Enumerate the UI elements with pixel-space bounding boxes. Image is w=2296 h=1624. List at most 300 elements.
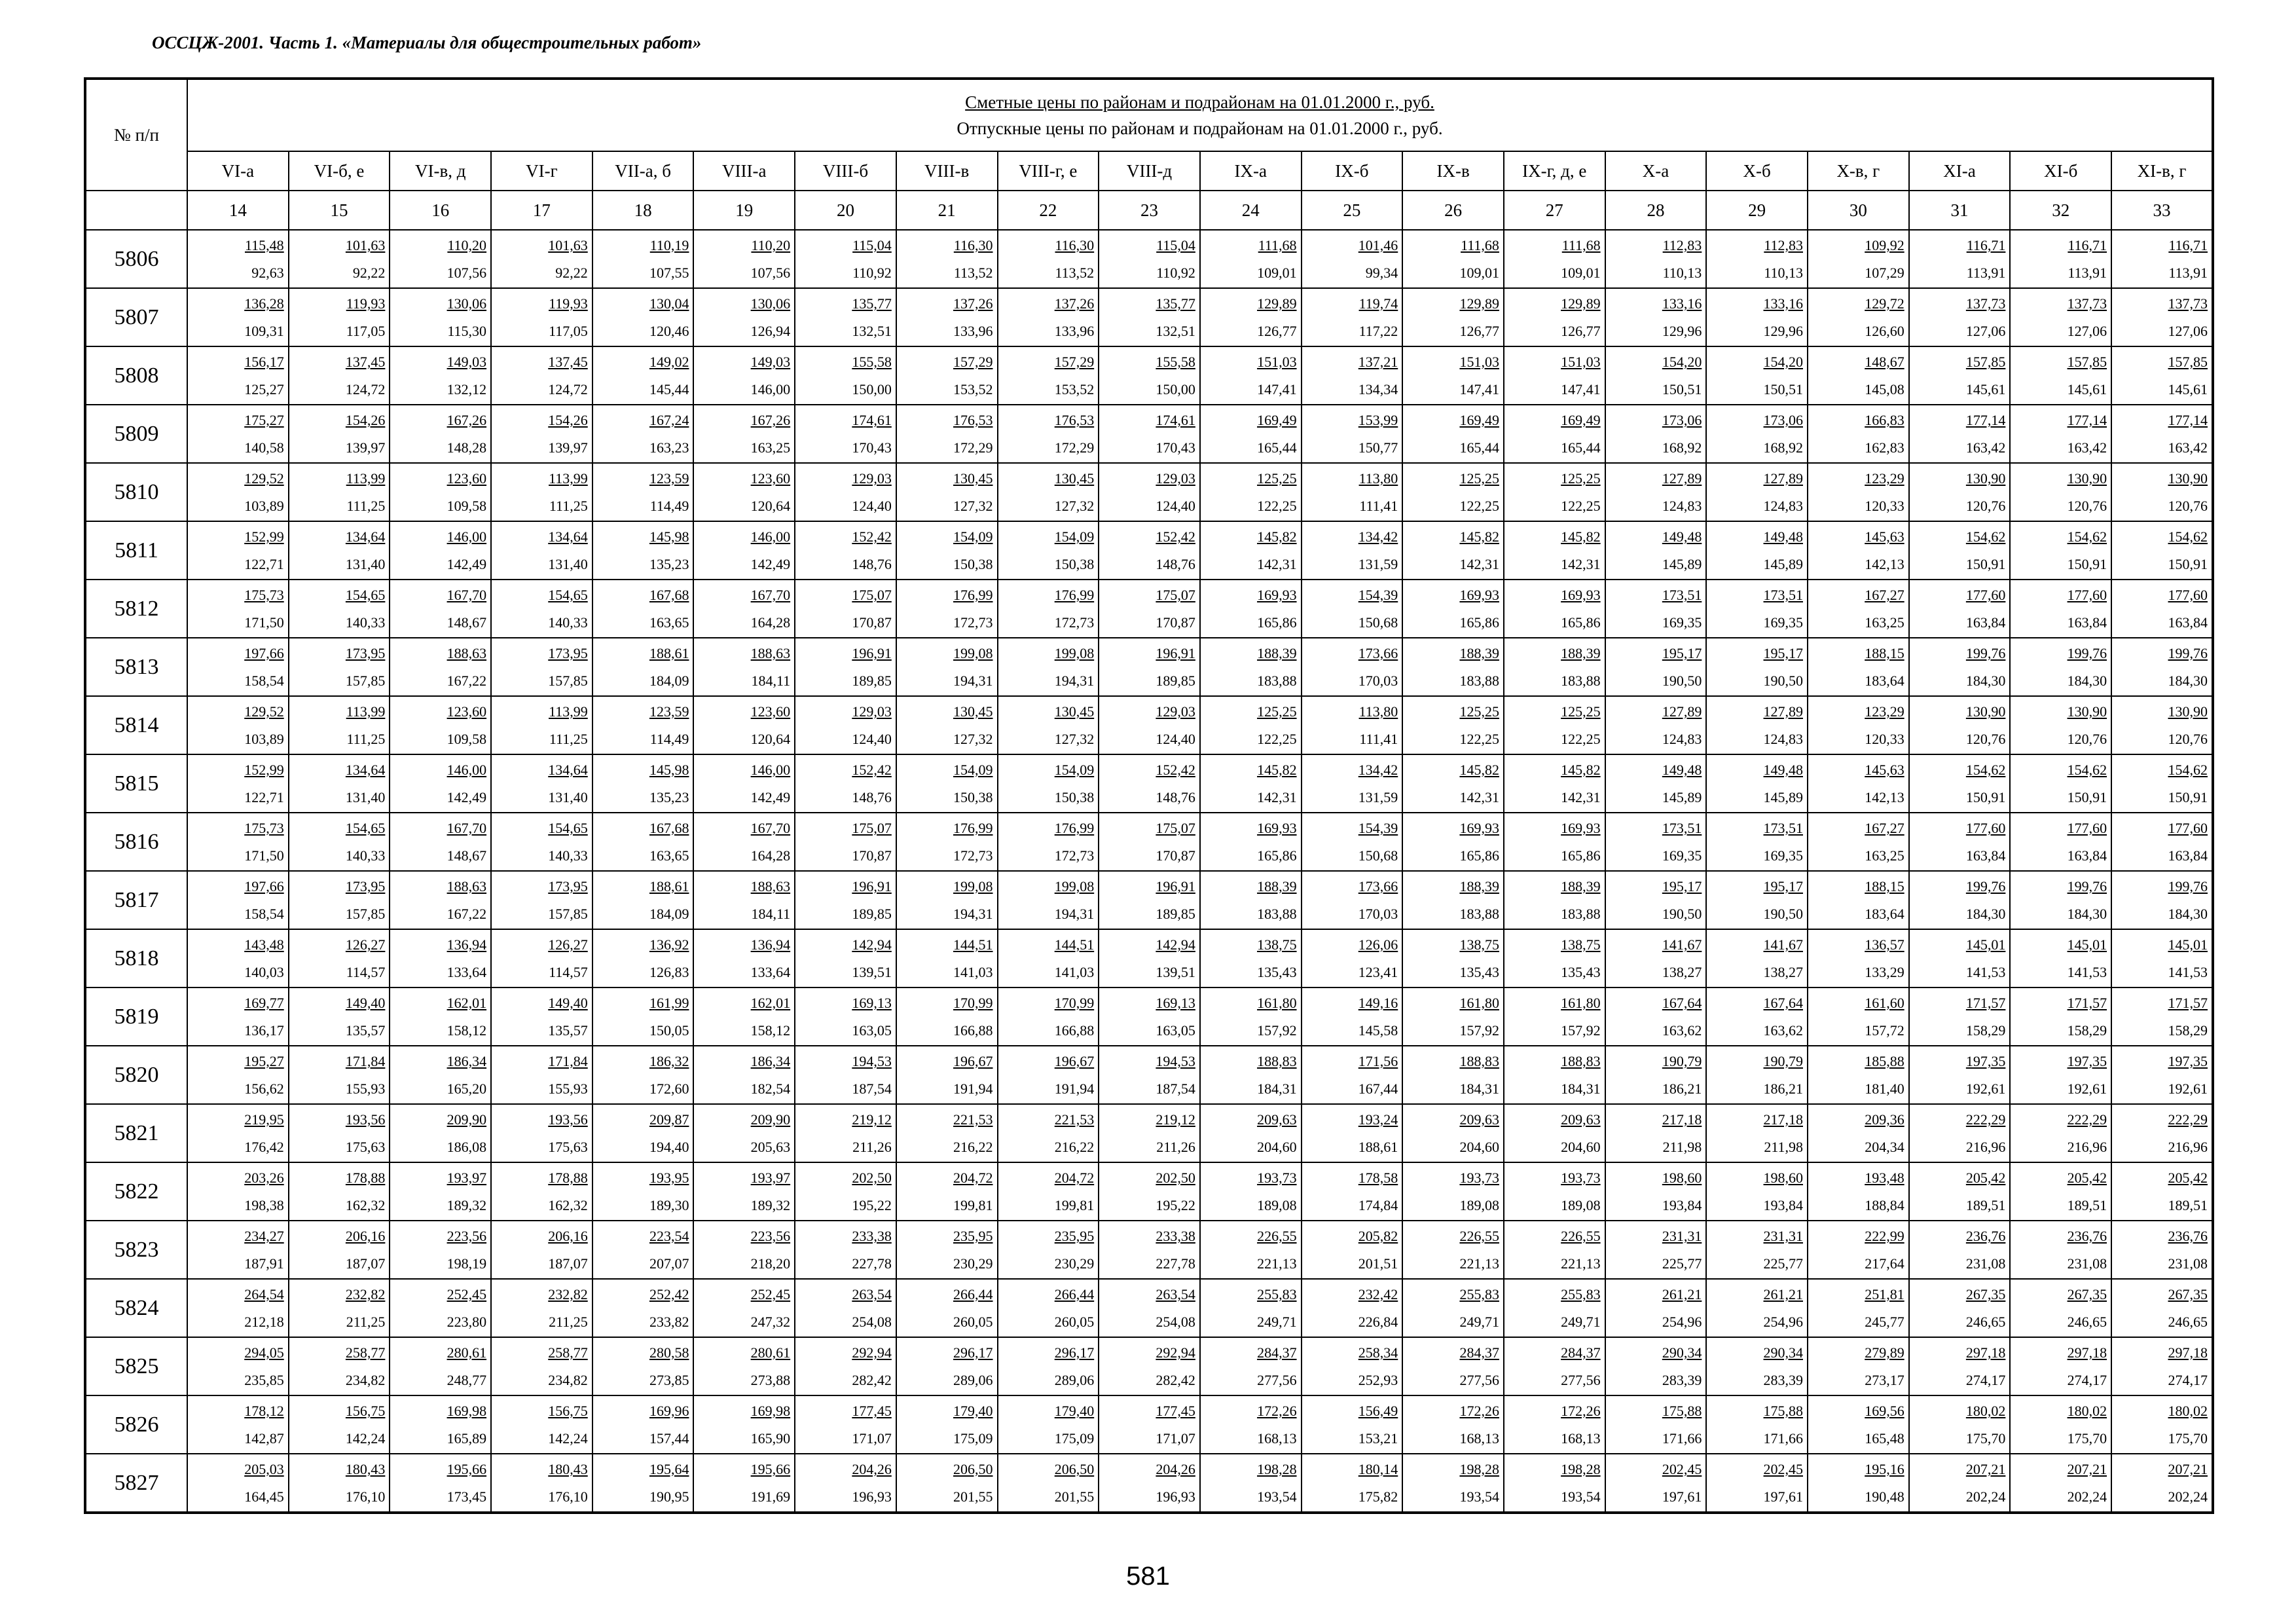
estimated-price: 199,08	[1054, 878, 1095, 895]
price-cell	[1706, 929, 1808, 987]
price-cell	[592, 987, 694, 1046]
release-price: 176,10	[345, 1488, 386, 1505]
row-number: 5818	[85, 929, 187, 987]
estimated-price: 188,63	[446, 645, 487, 661]
release-price: 184,30	[2067, 906, 2107, 922]
estimated-price: 149,40	[548, 995, 588, 1011]
price-cell	[187, 521, 289, 580]
price-cell	[1200, 813, 1302, 871]
estimated-price: 154,09	[953, 528, 993, 545]
estimated-price: 116,71	[1966, 237, 2006, 253]
release-price: 221,13	[1459, 1255, 1499, 1272]
price-cell	[491, 638, 592, 696]
release-price: 114,49	[649, 498, 689, 514]
price-cell	[1200, 230, 1302, 288]
price-cell	[592, 288, 694, 346]
estimated-price: 197,66	[244, 878, 284, 895]
release-price: 163,23	[649, 439, 689, 456]
price-cell	[1706, 1046, 1808, 1104]
price-cell	[2111, 1279, 2213, 1337]
release-price: 197,61	[1763, 1488, 1803, 1505]
estimated-price: 188,15	[1865, 878, 1904, 895]
price-cell	[1504, 405, 1605, 463]
region-header: VIII-г, е	[998, 151, 1099, 191]
price-cell	[1200, 346, 1302, 405]
estimated-price: 198,60	[1662, 1170, 1702, 1186]
release-price: 173,45	[446, 1488, 487, 1505]
price-cell	[998, 696, 1099, 754]
price-cell	[896, 1162, 998, 1221]
column-header-number: № п/п	[85, 79, 187, 191]
estimated-price: 206,16	[548, 1228, 588, 1244]
price-cell	[592, 405, 694, 463]
estimated-price: 113,80	[1358, 470, 1398, 487]
estimated-price: 125,25	[1561, 470, 1601, 487]
price-cell	[896, 521, 998, 580]
price-cell	[390, 521, 491, 580]
estimated-price: 167,24	[649, 412, 689, 428]
price-cell	[592, 871, 694, 929]
release-price: 157,85	[345, 906, 386, 922]
price-cell	[1099, 580, 1200, 638]
release-price: 186,21	[1662, 1080, 1702, 1097]
estimated-price: 205,42	[1965, 1170, 2006, 1186]
release-price: 145,61	[2067, 381, 2107, 397]
release-price: 221,13	[1561, 1255, 1601, 1272]
region-header: XI-б	[2010, 151, 2111, 191]
price-cell	[390, 929, 491, 987]
estimated-price: 145,01	[1965, 936, 2006, 953]
release-price: 166,88	[953, 1022, 993, 1039]
price-cell	[1605, 580, 1707, 638]
price-cell	[592, 754, 694, 813]
price-cell	[491, 1104, 592, 1162]
price-cell	[693, 405, 795, 463]
price-cell	[795, 638, 896, 696]
estimated-price: 169,49	[1561, 412, 1601, 428]
price-cell	[592, 1454, 694, 1513]
estimated-price: 175,73	[244, 587, 284, 603]
release-price: 120,33	[1865, 731, 1904, 747]
estimated-price: 290,34	[1763, 1344, 1803, 1361]
price-cell	[998, 346, 1099, 405]
estimated-price: 231,31	[1763, 1228, 1803, 1244]
price-cell	[1402, 580, 1504, 638]
estimated-price: 233,38	[852, 1228, 892, 1244]
row-number: 5821	[85, 1104, 187, 1162]
table-row	[85, 230, 2213, 288]
release-price: 155,93	[548, 1080, 588, 1097]
price-cell	[491, 754, 592, 813]
estimated-price: 264,54	[244, 1286, 284, 1302]
estimated-price: 115,48	[245, 237, 284, 253]
release-price: 142,49	[750, 556, 791, 572]
release-price: 191,69	[750, 1488, 791, 1505]
release-price: 131,40	[548, 789, 588, 805]
price-cell	[187, 405, 289, 463]
estimated-price: 154,20	[1763, 354, 1803, 370]
release-price: 283,39	[1763, 1372, 1803, 1388]
estimated-price: 129,89	[1459, 295, 1499, 312]
estimated-price: 125,25	[1257, 470, 1297, 487]
estimated-price: 204,72	[1054, 1170, 1095, 1186]
release-price: 142,31	[1561, 556, 1601, 572]
estimated-price: 149,16	[1358, 995, 1398, 1011]
estimated-price: 136,92	[649, 936, 689, 953]
estimated-price: 188,83	[1561, 1053, 1601, 1069]
estimated-price: 252,42	[649, 1286, 689, 1302]
price-cell	[1200, 638, 1302, 696]
estimated-price: 202,50	[1156, 1170, 1195, 1186]
price-cell	[1808, 230, 1909, 288]
row-number: 5813	[85, 638, 187, 696]
estimated-price: 175,73	[244, 820, 284, 836]
estimated-price: 188,15	[1865, 645, 1904, 661]
release-price: 204,34	[1865, 1139, 1904, 1155]
release-price: 140,33	[548, 614, 588, 631]
estimated-price: 261,21	[1662, 1286, 1702, 1302]
price-cell	[1808, 1337, 1909, 1395]
estimated-price: 145,63	[1865, 762, 1904, 778]
estimated-price: 176,99	[953, 820, 993, 836]
release-price: 184,11	[751, 673, 791, 689]
release-price: 171,07	[852, 1430, 892, 1447]
estimated-price: 154,26	[345, 412, 386, 428]
release-price: 183,88	[1561, 906, 1601, 922]
price-cell	[795, 696, 896, 754]
estimated-price: 101,63	[345, 237, 386, 253]
table-row	[85, 1454, 2213, 1513]
price-cell	[1504, 987, 1605, 1046]
estimated-price: 133,16	[1662, 295, 1702, 312]
release-price: 147,41	[1561, 381, 1601, 397]
release-price: 186,21	[1763, 1080, 1803, 1097]
estimated-price: 176,99	[1054, 820, 1095, 836]
price-cell	[390, 405, 491, 463]
release-price: 274,17	[1965, 1372, 2006, 1388]
estimated-price: 167,70	[446, 587, 487, 603]
release-price: 169,35	[1763, 847, 1803, 864]
estimated-price: 234,27	[244, 1228, 284, 1244]
estimated-price: 143,48	[244, 936, 284, 953]
release-price: 142,24	[345, 1430, 386, 1447]
release-price: 162,32	[548, 1197, 588, 1213]
estimated-price: 284,37	[1561, 1344, 1601, 1361]
row-number: 5822	[85, 1162, 187, 1221]
release-price: 110,13	[1662, 265, 1702, 281]
price-cell	[1402, 288, 1504, 346]
release-price: 192,61	[1965, 1080, 2006, 1097]
estimated-price: 173,51	[1662, 587, 1702, 603]
estimated-price: 173,66	[1358, 878, 1398, 895]
estimated-price: 136,28	[244, 295, 284, 312]
price-cell	[2111, 1454, 2213, 1513]
release-price: 163,25	[1865, 614, 1904, 631]
release-price: 114,57	[549, 964, 588, 980]
release-price: 145,89	[1662, 789, 1702, 805]
price-cell	[289, 696, 390, 754]
estimated-price: 207,21	[2168, 1461, 2208, 1477]
price-cell	[1302, 638, 1403, 696]
price-cell	[390, 463, 491, 521]
release-price: 145,89	[1763, 556, 1803, 572]
release-price: 142,49	[446, 556, 487, 572]
price-cell	[998, 1454, 1099, 1513]
release-price: 145,08	[1865, 381, 1904, 397]
estimated-price: 205,82	[1358, 1228, 1398, 1244]
release-price: 163,62	[1763, 1022, 1803, 1039]
estimated-price: 169,98	[750, 1403, 791, 1419]
price-cell	[289, 1046, 390, 1104]
price-cell	[1605, 696, 1707, 754]
price-cell	[1808, 521, 1909, 580]
release-price: 124,83	[1763, 731, 1803, 747]
release-price: 148,67	[446, 847, 487, 864]
release-price: 184,31	[1257, 1080, 1297, 1097]
estimated-price: 290,34	[1662, 1344, 1702, 1361]
release-price: 127,32	[953, 731, 993, 747]
region-header: VIII-в	[896, 151, 998, 191]
estimated-price: 149,40	[345, 995, 386, 1011]
price-cell	[795, 346, 896, 405]
release-price: 113,91	[1966, 265, 2006, 281]
estimated-price: 179,40	[1054, 1403, 1095, 1419]
release-price: 158,12	[750, 1022, 791, 1039]
estimated-price: 146,00	[750, 528, 791, 545]
price-cell	[187, 638, 289, 696]
estimated-price: 157,29	[1054, 354, 1095, 370]
estimated-price: 177,14	[2067, 412, 2107, 428]
price-cell	[2111, 521, 2213, 580]
estimated-price: 284,37	[1257, 1344, 1297, 1361]
price-cell	[1808, 405, 1909, 463]
price-cell	[795, 754, 896, 813]
estimated-price: 129,72	[1865, 295, 1904, 312]
price-cell	[998, 638, 1099, 696]
region-header: XI-а	[1909, 151, 2011, 191]
price-cell	[1808, 463, 1909, 521]
estimated-price: 169,93	[1561, 587, 1601, 603]
release-price: 113,91	[2168, 265, 2208, 281]
release-price: 183,88	[1459, 673, 1499, 689]
price-cell	[896, 1104, 998, 1162]
estimated-price: 110,20	[447, 237, 487, 253]
estimated-price: 169,93	[1257, 587, 1297, 603]
release-price: 170,03	[1358, 906, 1398, 922]
estimated-price: 167,64	[1662, 995, 1702, 1011]
release-price: 127,32	[1054, 498, 1095, 514]
estimated-price: 198,28	[1561, 1461, 1601, 1477]
price-cell	[693, 1395, 795, 1454]
release-price: 217,64	[1865, 1255, 1904, 1272]
price-cell	[795, 1104, 896, 1162]
release-price: 145,61	[1965, 381, 2006, 397]
release-price: 194,31	[953, 673, 993, 689]
release-price: 131,40	[345, 789, 386, 805]
price-cell	[1504, 230, 1605, 288]
estimated-price: 199,76	[2168, 645, 2208, 661]
release-price: 165,20	[446, 1080, 487, 1097]
price-cell	[390, 1104, 491, 1162]
estimated-price: 198,28	[1459, 1461, 1499, 1477]
price-cell	[1909, 1337, 2011, 1395]
estimated-price: 169,93	[1459, 587, 1499, 603]
price-table	[84, 77, 2214, 1514]
price-cell	[1099, 871, 1200, 929]
price-cell	[2111, 346, 2213, 405]
release-price: 150,00	[852, 381, 892, 397]
price-cell	[1808, 1046, 1909, 1104]
release-price: 227,78	[852, 1255, 892, 1272]
region-header: VI-г	[491, 151, 592, 191]
price-cell	[1200, 1104, 1302, 1162]
release-price: 218,20	[750, 1255, 791, 1272]
estimated-price: 169,49	[1459, 412, 1499, 428]
release-price: 195,22	[1156, 1197, 1195, 1213]
release-price: 201,55	[1054, 1488, 1095, 1505]
release-price: 171,66	[1763, 1430, 1803, 1447]
region-header: X-в, г	[1808, 151, 1909, 191]
estimated-price: 188,61	[649, 645, 689, 661]
price-cell	[491, 230, 592, 288]
release-price: 141,53	[2067, 964, 2107, 980]
row-number: 5814	[85, 696, 187, 754]
estimated-price: 145,82	[1257, 762, 1297, 778]
price-cell	[1302, 929, 1403, 987]
price-cell	[1099, 1454, 1200, 1513]
price-cell	[1605, 1162, 1707, 1221]
price-cell	[390, 1279, 491, 1337]
release-price: 122,25	[1257, 731, 1297, 747]
release-price: 249,71	[1257, 1314, 1297, 1330]
release-price: 202,24	[2067, 1488, 2107, 1505]
release-price: 157,92	[1459, 1022, 1499, 1039]
price-cell	[390, 1454, 491, 1513]
price-cell	[1200, 521, 1302, 580]
estimated-price: 177,60	[2168, 820, 2208, 836]
release-price: 189,51	[2067, 1197, 2107, 1213]
price-cell	[693, 288, 795, 346]
release-price: 252,93	[1358, 1372, 1398, 1388]
price-cell	[2111, 696, 2213, 754]
release-price: 175,09	[953, 1430, 993, 1447]
release-price: 199,81	[953, 1197, 993, 1213]
estimated-price: 263,54	[1156, 1286, 1195, 1302]
price-cell	[2111, 405, 2213, 463]
price-cell	[1605, 871, 1707, 929]
estimated-price: 173,06	[1662, 412, 1702, 428]
column-number: 32	[2010, 191, 2111, 230]
release-price: 189,51	[1965, 1197, 2006, 1213]
estimated-price: 266,44	[953, 1286, 993, 1302]
release-price: 158,12	[446, 1022, 487, 1039]
release-price: 124,40	[852, 498, 892, 514]
price-cell	[1504, 1046, 1605, 1104]
price-cell	[693, 813, 795, 871]
estimated-price: 155,58	[1156, 354, 1195, 370]
price-cell	[1605, 1454, 1707, 1513]
release-price: 139,51	[852, 964, 892, 980]
price-cell	[998, 813, 1099, 871]
price-cell	[1099, 463, 1200, 521]
release-price: 110,13	[1764, 265, 1803, 281]
release-price: 175,70	[2168, 1430, 2208, 1447]
release-price: 274,17	[2168, 1372, 2208, 1388]
estimated-price: 141,67	[1662, 936, 1702, 953]
release-price: 107,56	[750, 265, 791, 281]
release-price: 129,96	[1763, 323, 1803, 339]
estimated-price: 206,50	[1054, 1461, 1095, 1477]
estimated-price: 188,63	[750, 645, 791, 661]
price-cell	[1504, 463, 1605, 521]
estimated-price: 157,85	[2168, 354, 2208, 370]
row-number: 5811	[85, 521, 187, 580]
release-price: 165,86	[1257, 614, 1297, 631]
release-price: 202,24	[2168, 1488, 2208, 1505]
estimated-price: 193,73	[1561, 1170, 1601, 1186]
release-price: 254,96	[1763, 1314, 1803, 1330]
row-number: 5815	[85, 754, 187, 813]
release-price: 135,57	[548, 1022, 588, 1039]
release-price: 150,38	[953, 789, 993, 805]
estimated-price: 171,84	[345, 1053, 386, 1069]
estimated-price: 175,88	[1763, 1403, 1803, 1419]
estimated-price: 166,83	[1865, 412, 1904, 428]
price-cell	[1504, 1162, 1605, 1221]
estimated-price: 157,85	[2067, 354, 2107, 370]
price-cell	[289, 288, 390, 346]
release-price: 157,85	[548, 906, 588, 922]
price-cell	[693, 929, 795, 987]
estimated-price: 195,66	[750, 1461, 791, 1477]
price-cell	[289, 521, 390, 580]
price-cell	[187, 1104, 289, 1162]
price-cell	[896, 346, 998, 405]
estimated-price: 125,25	[1459, 470, 1499, 487]
price-cell	[896, 638, 998, 696]
estimated-price: 127,89	[1763, 470, 1803, 487]
price-cell	[1909, 1454, 2011, 1513]
estimated-price: 101,46	[1358, 237, 1398, 253]
estimated-price: 202,45	[1662, 1461, 1702, 1477]
price-cell	[1200, 405, 1302, 463]
price-cell	[795, 1221, 896, 1279]
price-cell	[289, 813, 390, 871]
release-price: 165,86	[1459, 847, 1499, 864]
release-price: 188,84	[1865, 1197, 1904, 1213]
price-cell	[1706, 463, 1808, 521]
price-cell	[1706, 1104, 1808, 1162]
release-price: 165,44	[1561, 439, 1601, 456]
estimated-price: 134,42	[1358, 528, 1398, 545]
estimated-price: 188,61	[649, 878, 689, 895]
price-cell	[2010, 754, 2111, 813]
estimated-price: 127,89	[1662, 703, 1702, 720]
estimated-price: 177,60	[2067, 820, 2107, 836]
release-price: 165,86	[1561, 614, 1601, 631]
price-cell	[1808, 346, 1909, 405]
estimated-price: 226,55	[1561, 1228, 1601, 1244]
price-cell	[592, 580, 694, 638]
region-header: X-а	[1605, 151, 1707, 191]
price-cell	[2010, 405, 2111, 463]
release-price: 122,25	[1257, 498, 1297, 514]
release-price: 246,65	[1965, 1314, 2006, 1330]
release-price: 150,05	[649, 1022, 689, 1039]
price-cell	[289, 1279, 390, 1337]
price-cell	[1605, 929, 1707, 987]
estimated-price: 130,90	[1965, 703, 2006, 720]
